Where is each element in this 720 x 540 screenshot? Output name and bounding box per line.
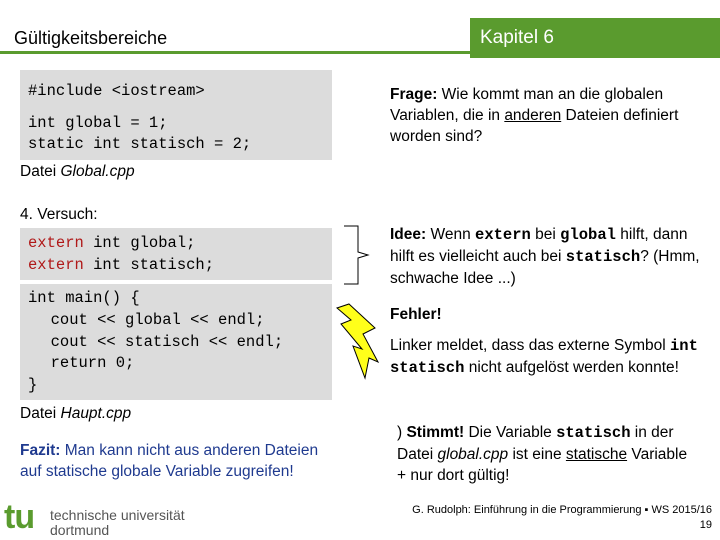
idea-label: Idee: [390, 226, 427, 243]
correct-label: Stimmt! [406, 424, 465, 441]
university-logo [0, 498, 200, 540]
logo-mark: tu [4, 498, 35, 536]
main-file-caption: Datei Haupt.cpp [20, 405, 132, 422]
conclusion-text: Fazit: Man kann nicht aus anderen Dateien auf statische globale Variable zugreifen! [20, 442, 319, 480]
header-bar [0, 22, 470, 54]
code-line: #include <iostream> [28, 82, 205, 100]
code-line: cout << global << endl; [32, 311, 265, 329]
chapter-label: Kapitel 6 [480, 27, 554, 48]
main-code-box [20, 284, 332, 400]
error-label: Fehler! [390, 306, 442, 323]
chapter-banner [470, 18, 720, 58]
conclusion-label: Fazit: [20, 442, 61, 459]
page-title: Gültigkeitsbereiche [14, 28, 168, 48]
brace-icon [340, 224, 370, 286]
correct-text: ) Stimmt! Die Variable statisch in der Datei global.cpp ist eine statische Variable + nur dort gültig! [397, 424, 688, 484]
lightning-icon [335, 302, 380, 380]
linker-text: Linker meldet, dass das externe Symbol int statisch nicht aufgelöst werden konnte! [390, 337, 698, 377]
code-line: cout << statisch << endl; [32, 333, 284, 351]
global-file-caption: Datei Global.cpp [20, 163, 135, 180]
question-text: Frage: Wie kommt man an die globalen Variablen, die in anderen Dateien definiert worden sind? [390, 86, 679, 145]
keyword: extern [28, 234, 84, 252]
logo-text-line1: technische universität [50, 507, 185, 523]
idea-text: Idee: Wenn extern bei global hilft, dann hilft es vielleicht auch bei statisch? (Hmm, schwache Idee ...) [390, 226, 700, 287]
code-line: static int statisch = 2; [28, 135, 252, 153]
logo-text-line2: dortmund [50, 522, 110, 538]
code-line: } [28, 376, 38, 394]
page-number: 19 [699, 519, 712, 531]
footer-credit: G. Rudolph: Einführung in die Programmierung ▪ WS 2015/16 [412, 504, 712, 516]
code-line: int global = 1; [28, 114, 168, 132]
keyword: extern [28, 256, 84, 274]
question-label: Frage: [390, 86, 438, 103]
code-line: extern int global; [28, 234, 196, 252]
extern-code-box [20, 228, 332, 280]
global-code-box [20, 70, 332, 160]
attempt-title: 4. Versuch: [20, 206, 98, 223]
code-line: int main() { [28, 289, 140, 307]
code-line: return 0; [32, 354, 135, 372]
code-line: extern int statisch; [28, 256, 215, 274]
